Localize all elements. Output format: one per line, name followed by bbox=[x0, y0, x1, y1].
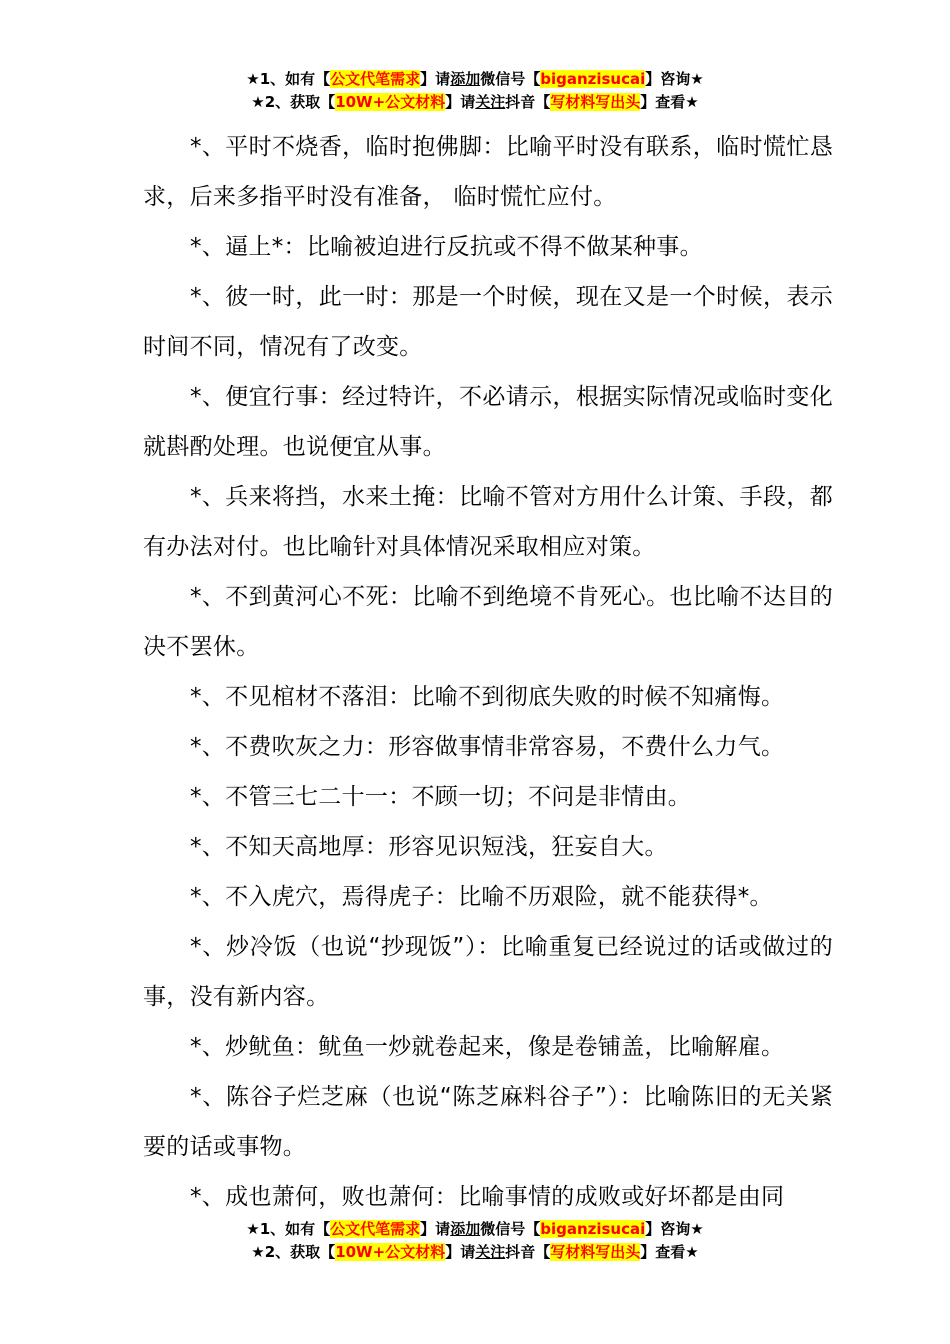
banner-line-1 bbox=[0, 68, 950, 91]
banner-highlight: 公文代笔需求 bbox=[330, 70, 421, 88]
banner-line-2 bbox=[0, 91, 950, 114]
banner-underlined: 添加 bbox=[450, 1220, 481, 1238]
banner-text: ★2、获取【 bbox=[251, 1243, 336, 1261]
footer-banner bbox=[0, 1218, 950, 1264]
idiom-entry: *、兵来将挡，水来土掩：比喻不管对方用什么计策、手段，都有办法对付。也比喻针对具体情况采取相应对策。 bbox=[143, 484, 833, 560]
banner-underlined: 关注 bbox=[475, 93, 506, 111]
banner-text: 】请 bbox=[445, 93, 476, 111]
banner-text: 】咨询★ bbox=[645, 1220, 704, 1238]
banner-line-2 bbox=[0, 1241, 950, 1264]
banner-text: ★2、获取【 bbox=[251, 93, 336, 111]
idiom-entry: *、便宜行事：经过特许，不必请示，根据实际情况或临时变化就斟酌处理。也说便宜从事。 bbox=[143, 384, 833, 460]
idiom-entry: *、陈谷子烂芝麻（也说“陈芝麻料谷子”）：比喻陈旧的无关紧要的话或事物。 bbox=[143, 1084, 833, 1160]
idiom-entry: *、不入虎穴，焉得虎子：比喻不历艰险，就不能获得*。 bbox=[190, 884, 773, 910]
idiom-list bbox=[143, 122, 833, 1222]
banner-highlight: 写材料写出头 bbox=[550, 93, 641, 111]
idiom-entry: *、彼一时，此一时：那是一个时候，现在又是一个时候，表示时间不同，情况有了改变。 bbox=[143, 284, 833, 360]
banner-text: 】请 bbox=[445, 1243, 476, 1261]
idiom-entry: *、不费吹灰之力：形容做事情非常容易，不费什么力气。 bbox=[190, 734, 785, 760]
idiom-entry: *、成也萧何，败也萧何：比喻事情的成败或好坏都是由同 bbox=[190, 1184, 785, 1210]
idiom-entry: *、不知天高地厚：形容见识短浅，狂妄自大。 bbox=[190, 834, 668, 860]
idiom-entry: *、不管三七二十一：不顾一切；不问是非情由。 bbox=[190, 784, 692, 810]
banner-line-1 bbox=[0, 1218, 950, 1241]
banner-text: 抖音【 bbox=[505, 93, 551, 111]
header-banner bbox=[0, 68, 950, 114]
banner-text: 】查看★ bbox=[640, 93, 699, 111]
banner-text: 抖音【 bbox=[505, 1243, 551, 1261]
banner-highlight: 10W+公文材料 bbox=[335, 1243, 446, 1261]
banner-text: 微信号【 bbox=[480, 1220, 541, 1238]
banner-text: 】请 bbox=[420, 70, 451, 88]
banner-text: ★1、如有【 bbox=[246, 1220, 331, 1238]
banner-underlined: 关注 bbox=[475, 1243, 506, 1261]
idiom-entry: *、炒鱿鱼：鱿鱼一炒就卷起来，像是卷铺盖，比喻解雇。 bbox=[190, 1034, 785, 1060]
banner-text: 】咨询★ bbox=[645, 70, 704, 88]
banner-highlight: 公文代笔需求 bbox=[330, 1220, 421, 1238]
banner-highlight: 写材料写出头 bbox=[550, 1243, 641, 1261]
idiom-entry: *、不见棺材不落泪：比喻不到彻底失败的时候不知痛悔。 bbox=[190, 684, 785, 710]
idiom-entry: *、平时不烧香，临时抱佛脚：比喻平时没有联系，临时慌忙恳求，后来多指平时没有准备， 临时慌忙应付。 bbox=[143, 134, 833, 210]
idiom-entry: *、不到黄河心不死：比喻不到绝境不肯死心。也比喻不达目的决不罢休。 bbox=[143, 584, 833, 660]
banner-text: 微信号【 bbox=[480, 70, 541, 88]
idiom-entry: *、逼上*：比喻被迫进行反抗或不得不做某种事。 bbox=[190, 234, 703, 260]
banner-underlined: 添加 bbox=[450, 70, 481, 88]
idiom-entry: *、炒冷饭（也说“抄现饭”）：比喻重复已经说过的话或做过的事，没有新内容。 bbox=[143, 934, 833, 1010]
banner-text: ★1、如有【 bbox=[246, 70, 331, 88]
banner-text: 】查看★ bbox=[640, 1243, 699, 1261]
banner-highlight: 10W+公文材料 bbox=[335, 93, 446, 111]
banner-text: 】请 bbox=[420, 1220, 451, 1238]
banner-highlight: biganzisucai bbox=[540, 1220, 646, 1238]
banner-highlight: biganzisucai bbox=[540, 70, 646, 88]
